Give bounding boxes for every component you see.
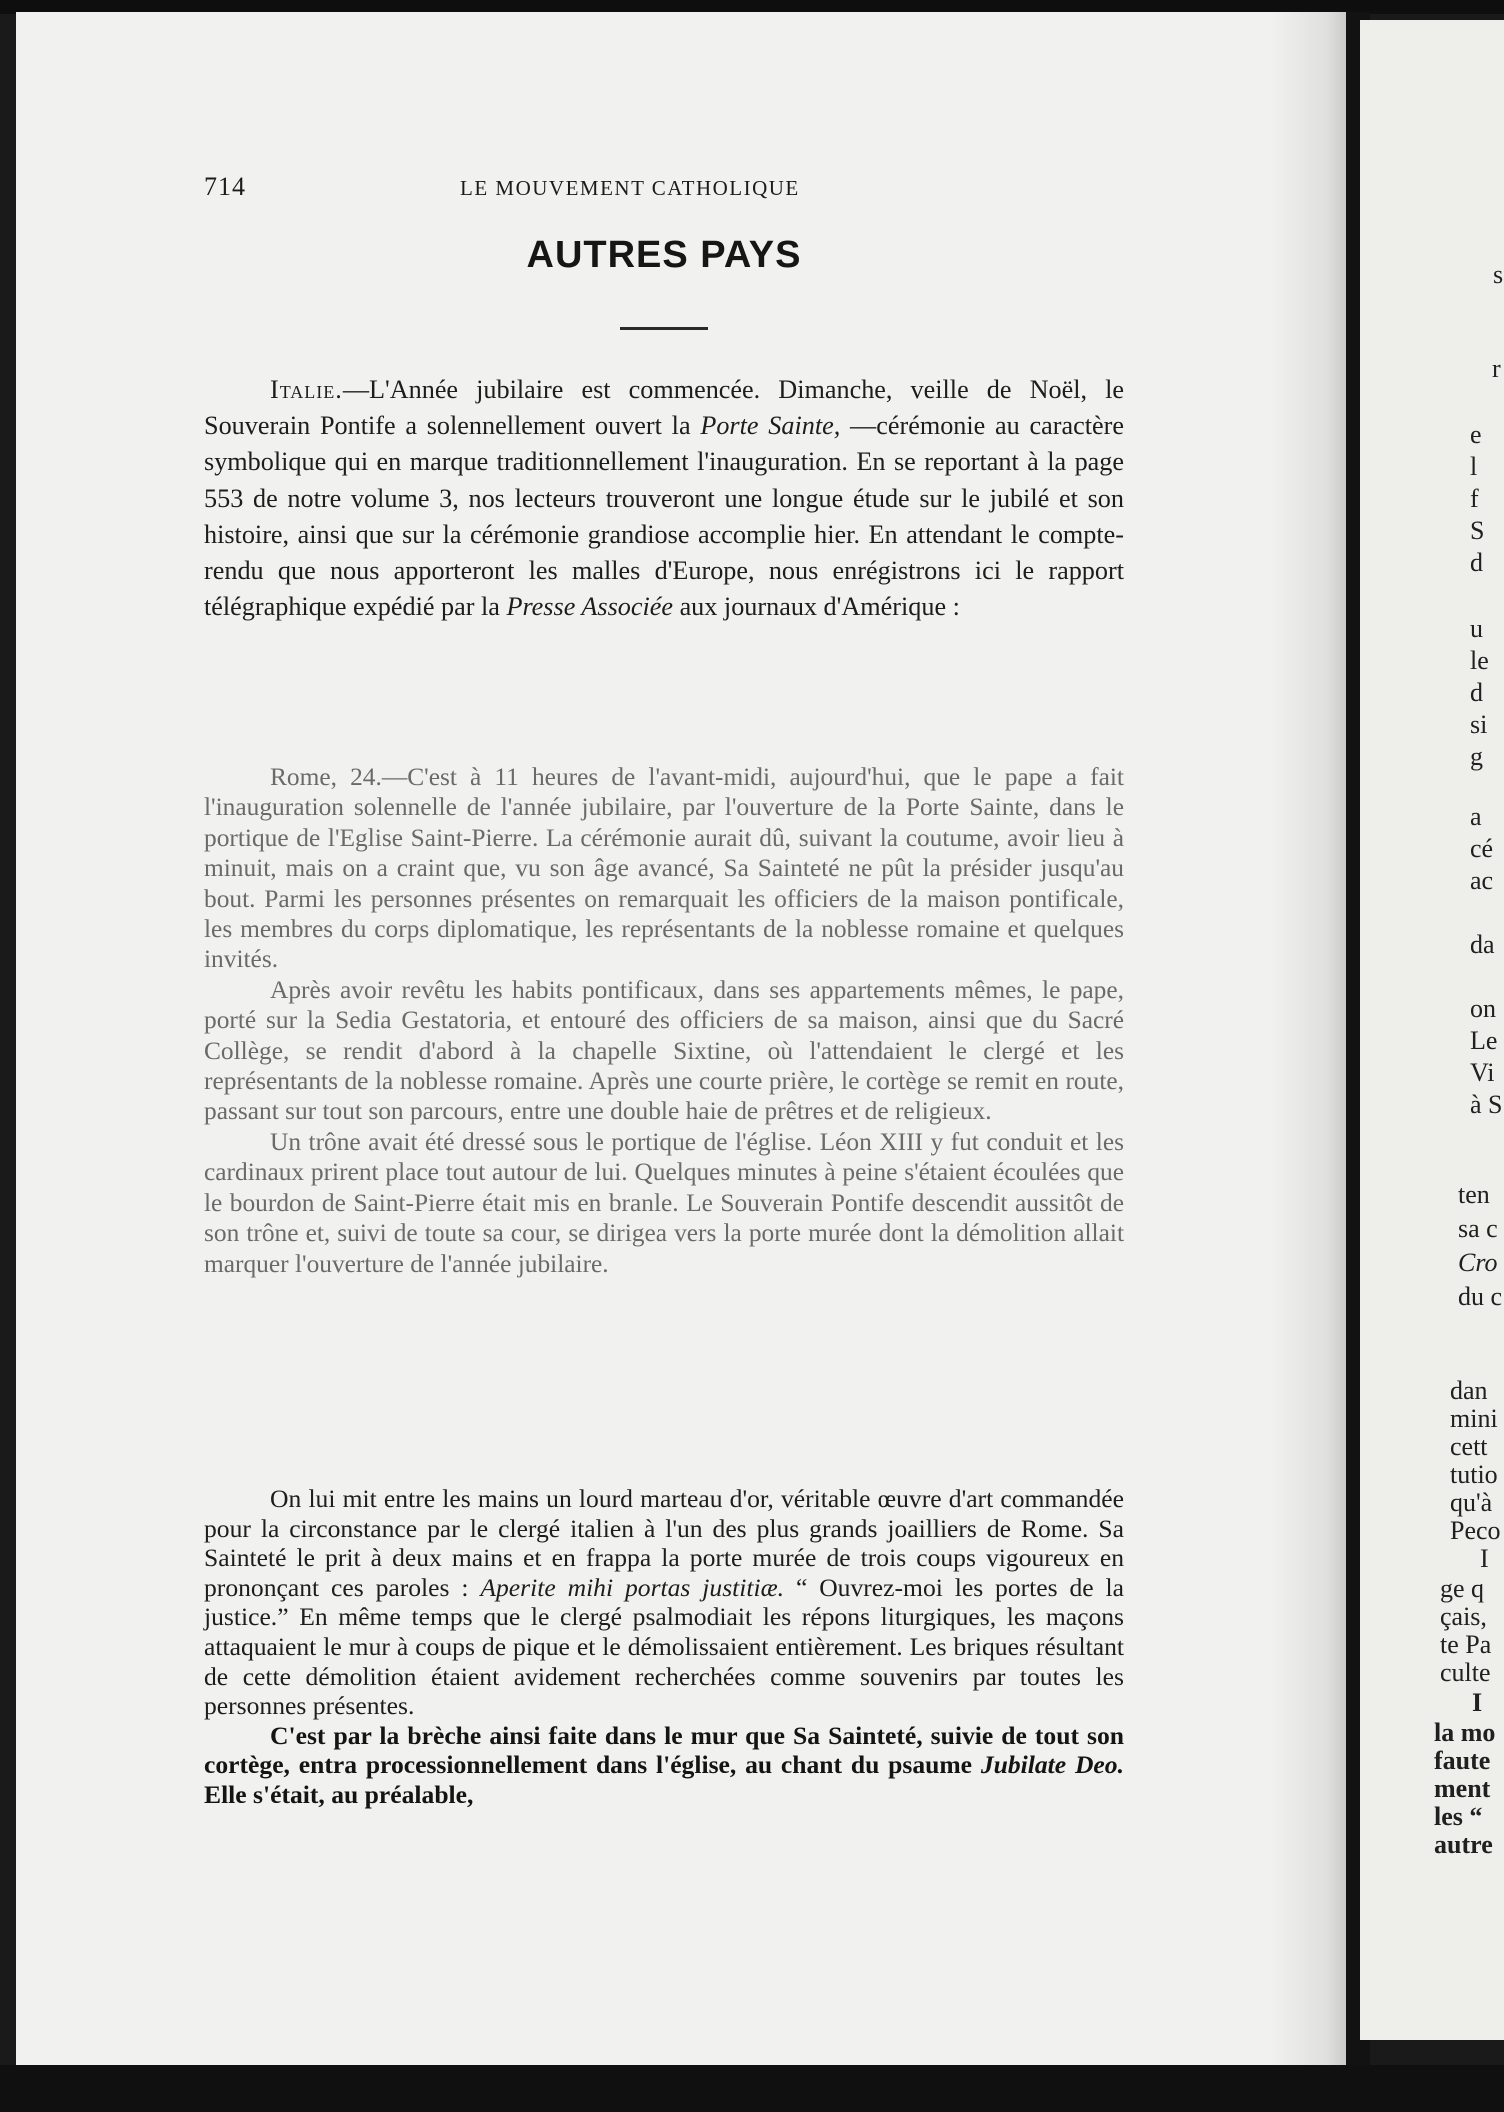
facing-fragment: ten xyxy=(1458,1180,1490,1209)
facing-fragment: qu'à xyxy=(1450,1488,1493,1517)
facing-fragment: l xyxy=(1470,452,1478,481)
facing-fragment: a xyxy=(1470,802,1482,831)
facing-fragment: les “ xyxy=(1434,1802,1483,1831)
facing-fragment: ac xyxy=(1470,866,1494,895)
latin-quote: Aperite mihi portas justitiæ. xyxy=(480,1572,785,1602)
quote-paragraph: Après avoir revêtu les habits pontificaux, dans ses appartements mêmes, le pape, porté sur la Sedia Gestatoria, et entouré des officiers de sa maison, ainsi que du Sacré Collège, se rendit d'abord à la chapelle Sixtine, où l'attendaient le clergé et les représentants de la noblesse romaine. Après une courte prière, le cortège se remit en route, passant sur tout son parcours, entre une double haie de prêtres et de religieux. xyxy=(204,975,1124,1126)
facing-fragment: le xyxy=(1470,646,1489,675)
journal-title: LE MOUVEMENT CATHOLIQUE xyxy=(460,176,800,200)
facing-fragment: dan xyxy=(1450,1376,1488,1405)
lead-text-2: —cérémonie au caractère symbolique qui en marque traditionnellement l'inauguration. En se reportant à la page 553 de notre volume 3, nos lecteurs trouveront une longue étude sur le jubilé et son histoire, ainsi que sur la cérémonie grandiose accomplie hier. En attendant le compte-rendu que nous apporteront les malles d'Europe, nous enrégistrons ici le rapport télégraphique expédié par la xyxy=(204,411,1124,622)
narrative-text-3: C'est par la brèche ainsi faite dans le mur que Sa Sainteté, suivie de tout son cortège, entra processionnellement dans l'église, au chant du psaume xyxy=(204,1720,1124,1780)
facing-fragment: u xyxy=(1470,614,1483,643)
lead-paragraph xyxy=(204,372,1124,625)
facing-fragment: ment xyxy=(1434,1774,1491,1803)
page-shadow xyxy=(1270,12,1350,2065)
title-rule xyxy=(620,327,708,330)
lead-text-3: aux journaux d'Amérique : xyxy=(673,592,960,622)
page-number: 714 xyxy=(204,172,246,201)
facing-fragment: à S xyxy=(1470,1090,1503,1119)
lead-porte-sainte: Porte Sainte, xyxy=(700,411,841,441)
facing-fragment: e xyxy=(1470,420,1482,449)
facing-fragment: mini xyxy=(1450,1404,1498,1433)
narrative-text xyxy=(204,1484,1124,1810)
facing-fragment: du c xyxy=(1458,1282,1503,1311)
facing-fragment: la mo xyxy=(1434,1718,1496,1747)
facing-fragment: f xyxy=(1470,484,1479,513)
lead-text-1: —L'Année jubilaire est commencée. Dimanche, veille de Noël, le Souverain Pontife a solennellement ouvert la xyxy=(204,375,1124,441)
narrative-text-1: On lui mit entre les mains un lourd marteau d'or, véritable œuvre d'art commandée pour la circonstance par le clergé italien à l'un des plus grands joailliers de Rome. Sa Sainteté le prit à deux mains et en frappa la porte murée de trois coups vigoureux en prononçant ces paroles : xyxy=(204,1484,1124,1602)
facing-fragment: ge q xyxy=(1440,1574,1485,1603)
facing-fragment: Le xyxy=(1470,1026,1498,1055)
facing-fragment: on xyxy=(1470,994,1496,1023)
facing-fragment: d xyxy=(1470,548,1483,577)
scan-border xyxy=(0,2065,1504,2112)
facing-fragment: cé xyxy=(1470,834,1494,863)
section-title: AUTRES PAYS xyxy=(526,234,802,276)
facing-fragment: çais, xyxy=(1440,1602,1487,1631)
quote-paragraph: Un trône avait été dressé sous le portique de l'église. Léon XIII y fut conduit et les cardinaux prirent place tout autour de lui. Quelques minutes à peine s'étaient écoulées que le bourdon de Saint-Pierre était mis en branle. Le Souverain Pontife descendit aussitôt de son trône et, suivi de toute sa cour, se dirigea vers la porte murée dont la démolition allait marquer l'ouverture de l'année jubilaire. xyxy=(204,1127,1124,1278)
narrative-paragraph xyxy=(204,1484,1124,1721)
facing-fragment: I xyxy=(1480,1544,1489,1573)
facing-fragment: si xyxy=(1470,710,1488,739)
narrative-text-4: Elle s'était, au préalable, xyxy=(204,1779,474,1809)
country-label: Italie. xyxy=(270,375,343,404)
facing-fragment: te Pa xyxy=(1440,1630,1492,1659)
facing-fragment: Peco xyxy=(1450,1516,1501,1545)
narrative-paragraph xyxy=(204,1721,1124,1810)
narrative-text-2: “ Ouvrez-moi les portes de la justice.” En même temps que le clergé psalmodiait les répons liturgiques, les maçons attaquaient le mur à coups de pique et le démolissaient entièrement. Les briques résultant de cette démolition étaient avidement recherchées comme souvenirs par toutes les personnes présentes. xyxy=(204,1572,1124,1721)
facing-fragment: cett xyxy=(1450,1432,1488,1461)
facing-fragment: I xyxy=(1472,1688,1483,1717)
facing-fragment: culte xyxy=(1440,1658,1491,1687)
facing-fragment: g xyxy=(1470,742,1483,771)
facing-fragment: r xyxy=(1492,354,1501,383)
facing-fragment: Cro xyxy=(1458,1248,1498,1277)
lead-presse-associee: Presse Associée xyxy=(506,592,674,622)
facing-fragment: tutio xyxy=(1450,1460,1498,1489)
facing-fragment: faute xyxy=(1434,1746,1491,1775)
facing-fragment: S xyxy=(1470,516,1485,545)
facing-page xyxy=(1360,20,1504,2040)
facing-fragment: sa c xyxy=(1458,1214,1498,1243)
quote-paragraph: Rome, 24.—C'est à 11 heures de l'avant-midi, aujourd'hui, que le pape a fait l'inauguration solennelle de l'année jubilaire, par l'ouverture de la Porte Sainte, dans le portique de l'Eglise Saint-Pierre. La cérémonie aurait dû, suivant la coutume, avoir lieu à minuit, mais on a craint que, vu son âge avancé, Sa Sainteté ne pût la présider jusqu'au bout. Parmi les personnes présentes on remarquait les officiers de la maison pontificale, les membres du corps diplomatique, les représentants de la noblesse romaine et quelques invités. xyxy=(204,763,1124,974)
psalm-title: Jubilate Deo. xyxy=(980,1750,1124,1780)
telegram-quote xyxy=(204,762,1124,1279)
facing-fragment: d xyxy=(1470,678,1483,707)
facing-fragment: Vi xyxy=(1470,1058,1495,1087)
running-head xyxy=(204,172,864,206)
facing-fragment: s xyxy=(1493,260,1504,289)
facing-fragment: da xyxy=(1470,930,1495,959)
facing-fragment: autre xyxy=(1434,1830,1493,1859)
